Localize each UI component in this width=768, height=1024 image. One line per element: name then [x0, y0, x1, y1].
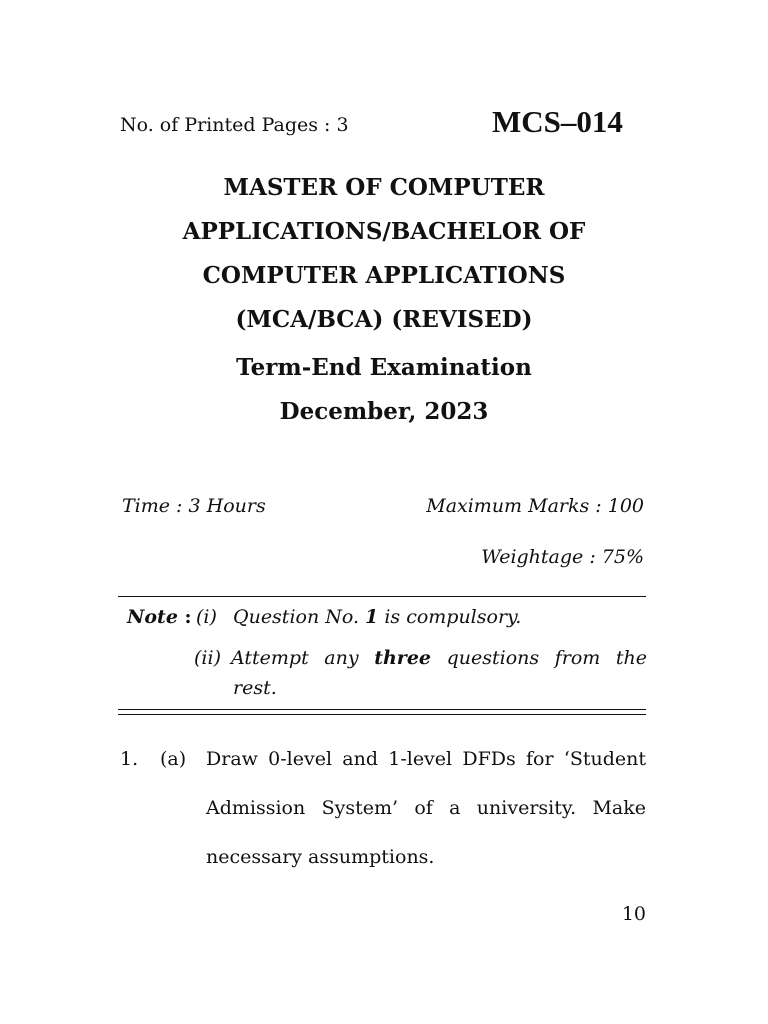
top-divider: [118, 596, 646, 597]
time-allowed: Time : 3 Hours: [122, 495, 266, 517]
title-line-2: APPLICATIONS/BACHELOR OF: [182, 218, 586, 245]
note-label: Note :: [127, 606, 192, 628]
printed-pages-count: No. of Printed Pages : 3: [120, 114, 349, 136]
exam-date: December, 2023: [279, 398, 489, 425]
title-line-1: MASTER OF COMPUTER: [223, 174, 545, 201]
title-line-4: (MCA/BCA) (REVISED): [235, 306, 533, 333]
exam-name: Term-End Examination: [236, 354, 532, 381]
question-part: (a): [160, 748, 187, 770]
note-item-1-marker: (i): [196, 606, 217, 628]
weightage: Weightage : 75%: [481, 546, 644, 568]
question-text-line-1: Draw 0-level and 1-level DFDs for ‘Student: [206, 748, 646, 770]
maximum-marks: Maximum Marks : 100: [426, 495, 644, 517]
note-item-2-text: Attempt any three questions from the: [231, 647, 648, 669]
question-text-line-2: Admission System’ of a university. Make: [206, 797, 646, 819]
title-line-3: COMPUTER APPLICATIONS: [202, 262, 566, 289]
note-item-1-text: Question No. 1 is compulsory.: [233, 606, 522, 628]
question-marks: 10: [621, 903, 646, 925]
course-code: MCS–014: [492, 104, 623, 139]
question-text-line-3: necessary assumptions.: [206, 846, 435, 868]
double-divider-bottom: [118, 714, 646, 715]
note-item-2-continuation: rest.: [233, 677, 277, 699]
note-item-2-marker: (ii): [194, 647, 221, 669]
question-number: 1.: [120, 748, 139, 770]
double-divider-top: [118, 709, 646, 710]
